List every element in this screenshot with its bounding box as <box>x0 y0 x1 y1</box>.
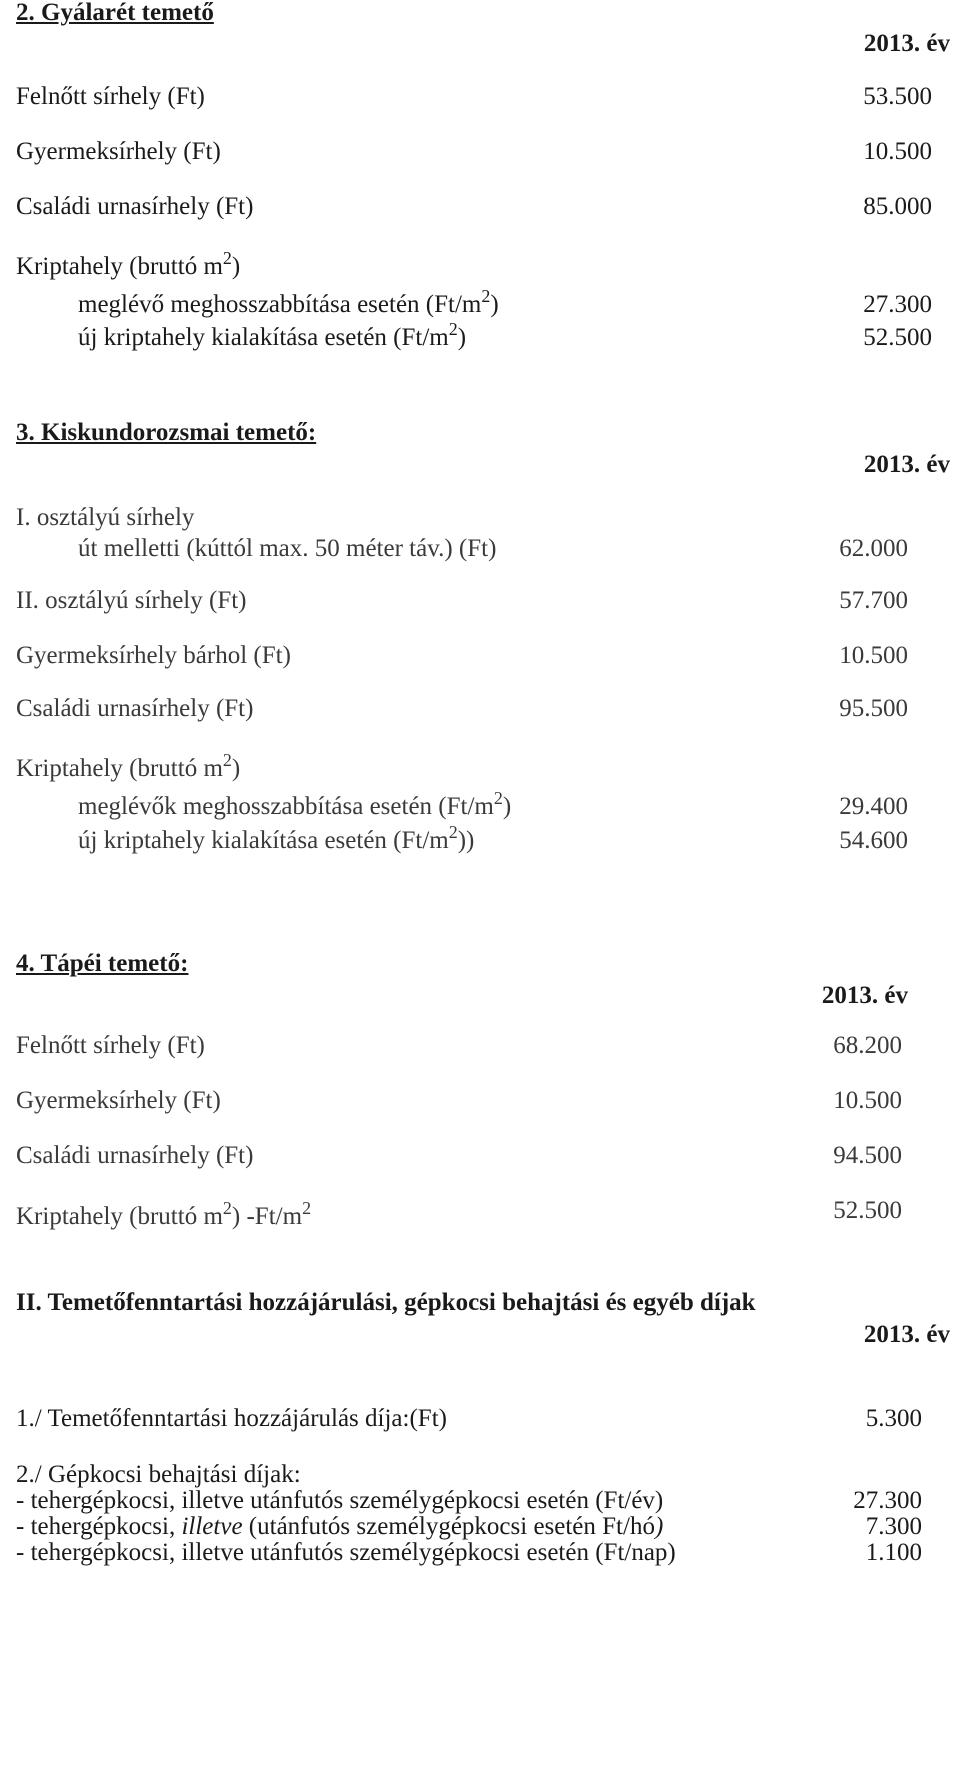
krypt-row-value: 27.300 <box>863 291 932 318</box>
section-heading-fees: II. Temetőfenntartási hozzájárulási, gépkocsi behajtási és egyéb díjak <box>16 1289 756 1316</box>
year-header: 2013. év <box>863 451 950 478</box>
section-heading-kiskundorozsma: 3. Kiskundorozsmai temető: <box>16 419 317 446</box>
fee-row-value: 7.300 <box>865 1513 922 1540</box>
row-value: 62.000 <box>839 535 908 562</box>
year-header: 2013. év <box>863 30 950 57</box>
krypt-label: Kriptahely (bruttó $m^2$) <box>16 248 241 280</box>
section-heading-tapei: 4. Tápéi temető: <box>16 950 189 977</box>
krypt-row-label: új kriptahely kialakítása esetén $(Ft/m^2)$) <box>78 822 475 854</box>
row-value: 68.200 <box>833 1032 902 1059</box>
fee-row-label: - tehergépkocsi, illetve utánfutós személygépkocsi esetén (Ft/év) <box>16 1487 664 1514</box>
fee-row-value: 1.100 <box>865 1539 922 1566</box>
row-value: 10.500 <box>833 1087 902 1114</box>
class1-sub-label: út melletti (kúttól max. 50 méter táv.) (Ft) <box>78 535 497 562</box>
row-value: 94.500 <box>833 1142 902 1169</box>
year-header: 2013. év <box>863 1321 950 1348</box>
row-label: Családi urnasírhely (Ft) <box>16 1142 254 1169</box>
fee-item-label: 2./ Gépkocsi behajtási díjak: <box>16 1461 301 1488</box>
krypt-label: Kriptahely (bruttó $m^2$) <box>16 750 241 782</box>
krypt-label: Kriptahely (bruttó $m^2$) $-Ft/m^2$ <box>16 1198 312 1230</box>
fee-item-value: 5.300 <box>865 1405 922 1432</box>
fee-row-label: - tehergépkocsi, illetve (utánfutós személygépkocsi esetén Ft/hó) <box>16 1513 664 1540</box>
year-header: 2013. év <box>821 982 908 1009</box>
krypt-row-value: 54.600 <box>839 827 908 854</box>
row-label: Gyermeksírhely (Ft) <box>16 138 221 165</box>
krypt-row-value: 29.400 <box>839 793 908 820</box>
row-value: 53.500 <box>863 83 932 110</box>
row-value: 85.000 <box>863 193 932 220</box>
krypt-row-label: meglévő meghosszabbítása esetén $(Ft/m^2)$ <box>78 286 499 318</box>
row-value: 95.500 <box>839 695 908 722</box>
fee-row-label: - tehergépkocsi, illetve utánfutós személygépkocsi esetén (Ft/nap) <box>16 1539 676 1566</box>
row-value: 10.500 <box>839 642 908 669</box>
krypt-row-label: új kriptahely kialakítása esetén $(Ft/m^2)$ <box>78 319 467 351</box>
row-value: 57.700 <box>839 587 908 614</box>
row-label: Családi urnasírhely (Ft) <box>16 695 254 722</box>
row-value: 10.500 <box>863 138 932 165</box>
row-label: Családi urnasírhely (Ft) <box>16 193 254 220</box>
class1-label: I. osztályú sírhely <box>16 504 195 531</box>
krypt-row-value: 52.500 <box>833 1197 902 1224</box>
row-label: Gyermeksírhely bárhol (Ft) <box>16 642 291 669</box>
krypt-row-value: 52.500 <box>863 324 932 351</box>
section-heading-gyalaret: 2. Gyálarét temető <box>16 0 214 26</box>
row-label: II. osztályú sírhely (Ft) <box>16 587 247 614</box>
fee-row-value: 27.300 <box>853 1487 922 1514</box>
row-label: Felnőtt sírhely (Ft) <box>16 83 205 110</box>
krypt-row-label: meglévők meghosszabbítása esetén $(Ft/m^2)$ <box>78 788 512 820</box>
row-label: Felnőtt sírhely (Ft) <box>16 1032 205 1059</box>
fee-item-label: 1./ Temetőfenntartási hozzájárulás díja:(Ft) <box>16 1405 447 1432</box>
row-label: Gyermeksírhely (Ft) <box>16 1087 221 1114</box>
